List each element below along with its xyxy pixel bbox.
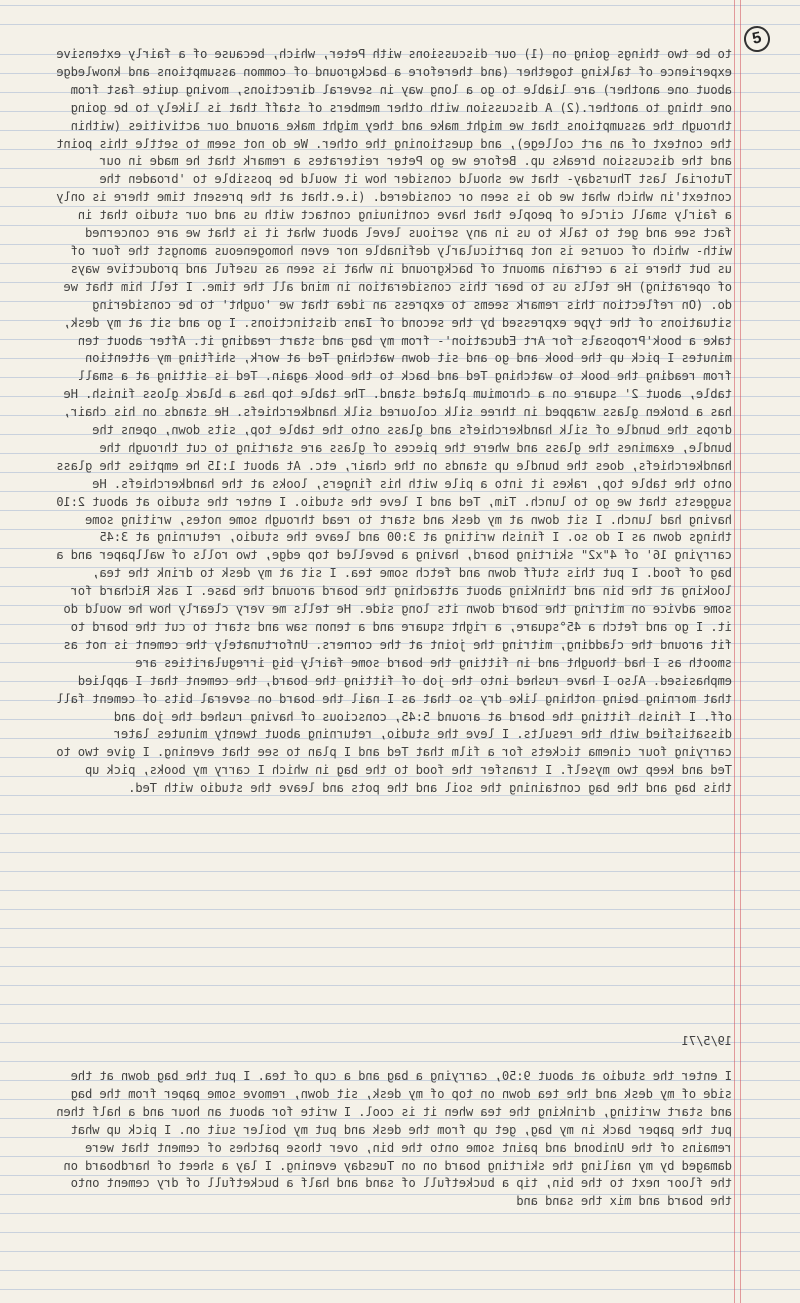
page-number: 5 (742, 24, 773, 55)
margin-line (740, 0, 741, 1303)
body-paragraph-1: to be two things going on (1) our discussions with Peter, which, because of a fairly extensive experience of talking together (and therefore a background of common assumptions and knowledge about one another) are liable to go a long way in several directions, moving quite fast from one thing to another.(2) A discussion with other members of staff that is likely to be going through the assumptions that we might make and they might make around our activities (within the context of an art college), and questioning the other. We do not seem to settle this point and the discussion breaks up. Before we go Peter reiterates a remark that he made in our Tutorial last Thursday- that we should consider how it would be possible to 'broaden the context'in which what we do is seen or considered. (i.e.that at the present time there is only a fairly small circle of people that have continuing contact with us and our studio that in fact see and get to talk to us in any serious level about what it is that we are concerned with- which of course is not particularly definable nor even homogeneous amongst the four of us but there is a certain amount of background in what is seen as useful and productive ways of operating) He tells us to bear this consideration in mind all the time. I tell him that we do. (On reflection this remark seems to express an idea that we 'ought' to be considering situations of the type expressed by the second of Ians distinctions. I go and sit at my desk, take a book'Proposals for Art Education'- from my bag and start reading it. After about ten minutes I pick up the book and go and sit down watching Ted at work, shifting my attention from reading the book to watching Ted and back to the book again. Ted is sitting at a small table, about 2' square on a chromium plated stand. The table top has a black gloss finish. He has a broken glass wrapped in three silk coloured silk handkerchiefs. He stands on his chair, drops the bundle of silk handkerchiefs and glass onto the table top, sits down, opens the bundle, examines the glass and where the pieces of glass are starting to cut through the handkerchiefs, does the bundle up stands on the chair, etc. At about 1:15 he empties the glass onto the table top, rakes it into a pile with his fingers, looks at the handkerchiefs. He suggests that we go to lunch. Tim, Ted and I leve the studio. I enter the studio at about 2:10 having had lunch. I sit down at my desk and start to read through some notes, writing some things down as I do so. I finish writing at 3:00 and leave the studio, returning at 3:45 carrying 16' of 4"x2" skirting board, having a bevelled top edge, two rolls of wallpaper and a bag of food. I put this stuff down and fetch some tea. I sit at my desk to drink the tea, looking at the bin and thinking about attaching the board around the base. I ask Richard for some advice on mitring the board down its long side. He tells me very clearly how he would do it. I go and fetch a 45°square, a right square and a tenon saw and start to cut the board to fit around the cladding, mitring the joint at the corners. Unfortunately the cement is not as smooth as I had thought and in fitting the board some fairly big irregularities are emphasised. Also I have rushed into the job of fitting the board, the cement that I applied that morning being nothing like dry so that as I nail the board on several bits of cement fall off. I finish fitting the board at around 5:45, conscious of having rushed the job and dissatisfied with the results. I leve the studio, returning about twenty minutes later carrying four cinema tickets for a film that Ted and I plan to see that evening. I give two to Ted and keep two myself. I transfer the food to the bag in which I carry my books, pick up this bag and the bag containing the soil and the pots and leave the studio with Ted. (49, 47, 732, 796)
date-heading: 19/5/71 (681, 1034, 732, 1048)
body-paragraph-2: I enter the studio at about 9:50, carrying a bag and a cup of tea. I put the bag down at the side of my desk and the tea down on top of my desk, sit down, remove some paper from the bag and start writing, drinking the tea when it is cool. I write for about an hour and a half then put the paper back in my bag, get up from the desk and put my boiler suit on. I pick up what remains of the Unibond and paint some onto the bin, over those patches of cement that were damaged by my nailing the skirting board on on Tuesday evening. I lay a sheet of hardboard on the floor next to the bin, tip a bucketfull of sand and half a bucketfull of dry cement onto the board and mix the sand and (49, 1069, 732, 1209)
margin-line (734, 0, 735, 1303)
